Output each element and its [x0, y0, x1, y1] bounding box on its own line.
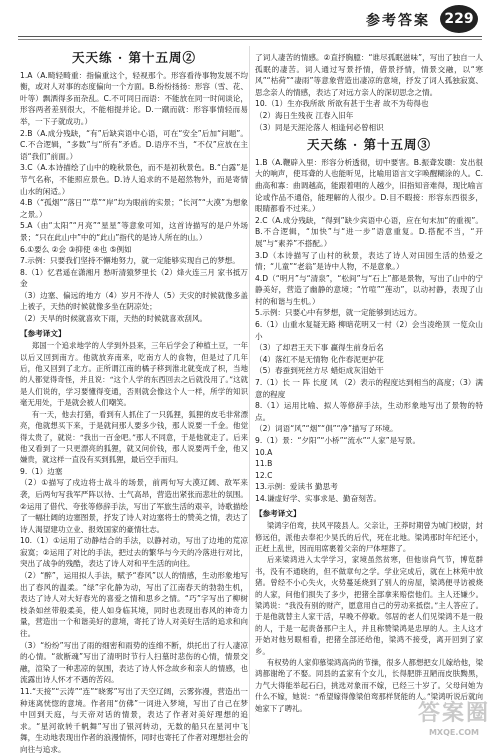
answer-line: 1.B（A.鞭辟入里：形容分析透彻，切中要害。B.振聋发聩：发出很大的响声，使耳聋的人也能听见，比喻用语言文字唤醒糊涂的人。C.曲高和寡：曲调越高，能跟着唱的人越少，旧指知音难得，现比喻言论或作品不通俗，能理解的人很少。D.目不暇接：形容东西很多，眼睛都看不过来。） — [255, 157, 483, 214]
left-column — [20, 46, 248, 754]
header-title: 参考答案 — [366, 13, 430, 29]
answer-line: 9.（1）景：“夕阳”“小桥”“流水”“人家”是写景。 — [255, 436, 421, 445]
answer-line: （4）落红不是无情物 化作春泥更护花 — [255, 354, 384, 364]
translation-paragraph: 后来梁鸿进入太学学习，家境虽然贫寒，但他崇尚气节，博览群书，没有不通晓的，但不做章句之学。学业完成后，就在上林苑中放猪。曾经不小心失火，火势蔓延烧到了别人的房屋，梁鸿便寻访被烧的人家，问他们损失了多少，把猪全部拿来赔偿他们。主人还嫌少。梁鸿说：“我没有别的财产，愿意用自己的劳动来抵偿。”主人答应了。于是他就替主人家干活，早晚不停歇。邻居的老人们见梁鸿不是一般的人，于是一起责备那户主人，并且称赞梁鸿是忠厚的人。主人这才开始对他另眼相看，把猪全部还给他，梁鸿不接受，离开回到了家乡。 — [255, 555, 483, 656]
watermark-subtext: MXQE.COM — [428, 728, 480, 737]
answer-line: 7.（1）长 一 阵 长度 风 （2）表示的程度达到相当的高度；（3）满意的程度 — [255, 378, 483, 399]
reference-translation-heading: 【参考译文】 — [255, 508, 301, 518]
answer-line: 5.A（由“太阳”“月亮”“星星”等意象可知，这首诗描写的是户外场景；“只在此山中”中的“此山”指代的是诗人所在的山。） — [20, 221, 248, 242]
answer-line: 3.D（本诗描写了山村的秋景，表达了诗人对田园生活的热爱之情；“儿童”“老翁”是诗中人物，不是意象。） — [255, 250, 483, 272]
answer-line: 1.A（A.畸轻畸重：指偏重这个，轻视那个。形容看待事物发展不均衡，或对人对事的态度偏向一个方面。B.纷纷扬扬：形容（雪、花、叶等）飘洒得多而杂乱。C.不可同日而语：不能放在同一时间谈论，形容两者差别很大，不能相提并论。D.一蹴而就：形容事情轻而易举，一下子就成功。） — [20, 70, 248, 126]
answer-line: 6.①要么 ②会 ③抑使 ④也 ⑤例如 — [20, 244, 132, 254]
answer-line: 4.D（“明月”与“清泉”，“松间”与“石上”都是景物，写出了山中的宁静美好，营造了幽静的意境；“竹喧”“莲动”，以动衬静，表现了山村的和谐与生机。） — [255, 273, 483, 306]
answer-list-4 — [255, 157, 483, 505]
page-number-badge: 229 — [440, 5, 478, 33]
answer-line: 7.示例：只要我们坚持不懈地努力，就一定能够实现自己的梦想。 — [20, 256, 240, 266]
section-title-week15-3: 天天练 · 第十五周③ — [306, 137, 432, 153]
answer-line: （3）边塞、偏远的地方（4）岁月不待人（5）天灾的时候就像多盖上被子，天热的时候就像多坐在阴凉处； — [20, 290, 248, 312]
answer-line: 8.（1）运用比喻、拟人等修辞手法，生动形象地写出了景物的特点。 — [255, 401, 483, 422]
answer-line: 14.谦虚好学、实事求是、勤奋刻苦。 — [255, 493, 381, 503]
answer-line: （5）春蚕到死丝方尽 蜡炬成灰泪始干 — [255, 366, 384, 376]
answer-line: 了词人凄苦的情感。②直抒胸臆：“谁尽孤眠滋味”，写出了独自一人孤眠的凄苦。词人通过写景抒情，借景抒情，情景交融，以“寒风”“枯荷”“凄雨”等意象营造出凄凉的意境，抒发了词人孤独寂寞、思念亲人的情感，表达了对远方亲人的深切思念之情。 — [255, 53, 483, 97]
answer-line: 11.B — [255, 459, 273, 469]
answer-line: （2）海日生残夜 江春入旧年 — [255, 110, 354, 120]
answer-line: 5.示例：只要心中有梦想，就一定能够到达远方。 — [255, 308, 422, 318]
watermark-text: 答案圈 — [417, 701, 490, 726]
section-title-week15-2: 天天练 · 第十五周② — [71, 50, 197, 65]
column-divider — [249, 46, 250, 734]
answer-line: 3.C（A.本诗描绘了山中的晚秋景色，而不是初秋景色。B.“白露”是节气名称，不能照应景色。D.诗人追求的不是超然物外，而是寄情山水的闲适。） — [20, 163, 248, 196]
answer-line: （2）①描写了戍边将士战斗的场景，前两句写大漠辽阔、敌军来袭，后两句写我军严阵以待、士气高昂，营造出紧张而悲壮的氛围。②运用了借代、夸张等修辞手法，写出了军旅生活的艰辛，诗歌描绘了一幅壮阔的边塞图景，抒发了诗人对边塞将士的赞美之情，表达了诗人渴望建功立业、报效国家的豪情壮志。 — [20, 478, 248, 534]
answer-line: 4.B（“孤烟”“落日”“草”“岸”均为眼前的实景；“长河”“大漠”为想象之景。） — [20, 198, 248, 219]
answer-line: 2.C（A.成分残缺，“得到”缺少宾语中心语，应在句末加“的重视”。B.不合逻辑，“加快”与“进一步”语意重复。D.搭配不当，“开展”与“素养”不搭配。） — [255, 215, 483, 248]
answer-line: （3）了却君王天下事 赢得生前身后名 — [255, 343, 384, 353]
answer-line: 8.（1）忆君遥在潇湘月 愁听清猿梦里长（2）烽火连三月 家书抵万金 — [20, 267, 248, 289]
answer-line: （2）“醉”，运用拟人手法，赋予“春风”以人的情感，生动形象地写出了春风的温柔。“绿”字化静为动，写出了江南春天的勃勃生机，表达了诗人对大好春光的喜爱之情和思乡之情。“巧”字写出了柳树枝条如丝带般柔美，使人如身临其境，同时也表现出春风的神奇力量，营造出一个和谐美好的意境，寄托了诗人对美好生活的追求和向往。 — [20, 571, 248, 639]
answer-line: 6.（1）山重水复疑无路 柳暗花明又一村（2）会当凌绝顶 一览众山小 — [255, 320, 483, 341]
answer-line: 13.示例：爱读书 勤思考 — [255, 482, 338, 492]
translation-paragraph: 郑国一个追求地学的人学到外县来，三年后学会了种植土豆，一年以后又回到南方。他就放弃南来，吃南方人的食物，但是过了几年后，他又回到了北方。正所谓江南的橘子移到淮北就变成了枳，当地的人都觉得奇怪，并且说：“这个人学的东西回去之后就没用了。”这就是人们说的，学习要懂得变通，否则就会像这个人一样，所学的知识毫无用处，于是就会被人们嘲笑。 — [20, 341, 248, 408]
answer-list — [20, 70, 248, 325]
answer-list-3 — [255, 52, 483, 133]
answer-line: 10.（1）①运用了动静结合的手法，以静衬动，写出了边地的荒凉寂寞；②运用了对比的手法，把过去的繁华与今天的冷落进行对比，突出了战争的残酷，表达了诗人对和平生活的向往。 — [20, 536, 248, 569]
answer-line: （3）“纷纷”写出了雨的细密和雨势的连绵不断，烘托出了行人凄凉的心情。“欲断魂”写出了清明时节行人扫墓时悲伤的心情，情景交融，渲染了一种悲凉的氛围，表达了诗人怀念故乡和亲人的情感，也流露出诗人怀才不遇的苦闷。 — [20, 640, 248, 685]
reference-translation-heading: 【参考译文】 — [20, 328, 66, 338]
translation-paragraph: 有一天，他去打猎，看到有人抓住了一只狐狸，狐狸的皮毛非常漂亮，他就想买下来，于是就问那人要多少钱，那人说要一千金。他觉得太贵了，就说：“我出一百金吧。”那人不同意，于是他就走了。后来他又看到了一只更漂亮的狐狸，就又问价钱，那人说要两千金，他又嫌贵，就这样一直没有买到狐狸，最后空手而归。 — [20, 409, 248, 465]
answer-line: 10.（1）生亦我所欲 所欲有甚于生者 故不为苟得也 — [255, 99, 429, 109]
answer-line: 11.“天接”“云涛”“连”“晓雾”写出了天空辽阔，云雾弥漫，营造出一种迷离恍惚的意境。作者用“仿佛”一词进入梦境，写出了自己在梦中回到天庭，与天帝对话的情景，表达了作者对美好理想的追求。“星河欲转千帆舞”写出了银河转动，无数的船只在星河中飞舞，生动地表现出作者的浪漫情怀，同时也寄托了作者对理想社会的向往与追求。 — [20, 687, 248, 754]
answer-line: （2）词语“风”“烟”“俱”“净”描写了环境。 — [255, 424, 398, 434]
right-column — [255, 46, 483, 736]
answer-line: 12.C — [255, 470, 273, 480]
answer-line: 10.A — [255, 447, 273, 457]
answer-line: 2.B（A.成分残缺，“有”后缺宾语中心语，可在“安全”后加“问题”。C.不合逻辑，“多数”与“所有”矛盾。D.语序不当，“不仅”应放在主语“我们”前面。） — [20, 128, 248, 161]
page-header — [0, 0, 500, 44]
translation-paragraph: 有权势的人家仰慕梁鸿高尚的节操，很多人都想把女儿嫁给他，梁鸿都谢绝了不娶。同县的孟家有个女儿，长得肥胖丑陋而皮肤黝黑，力气大得能举起石臼，挑选对象而不嫁，已经三十岁了。父母问她为什么不嫁，她说：“希望嫁得像梁伯鸾那样贤能的人。”梁鸿听说后就向她家下了聘礼。 — [255, 658, 483, 713]
answer-line: （3）同是天涯沦落人 相逢何必曾相识 — [255, 122, 384, 132]
answer-line: 9.（1）边塞 — [20, 466, 63, 476]
header-rule — [18, 36, 482, 37]
translation-paragraph: 梁鸿字伯鸾，扶风平陵县人。父亲让，王莽时期曾为城门校尉，封修远伯，派他去奉祀少昊氏的后代，死在北地。梁鸿那时年纪还小，正赶上乱世，因而用席裹着父亲的尸体埋葬了。 — [255, 521, 483, 553]
header-rule-2 — [18, 39, 482, 40]
answer-line: （2）天旱的时候就喜欢下雨，天热的时候就喜欢刮风。 — [20, 314, 208, 324]
answer-list-2 — [20, 466, 248, 756]
watermark-logo — [414, 699, 494, 737]
